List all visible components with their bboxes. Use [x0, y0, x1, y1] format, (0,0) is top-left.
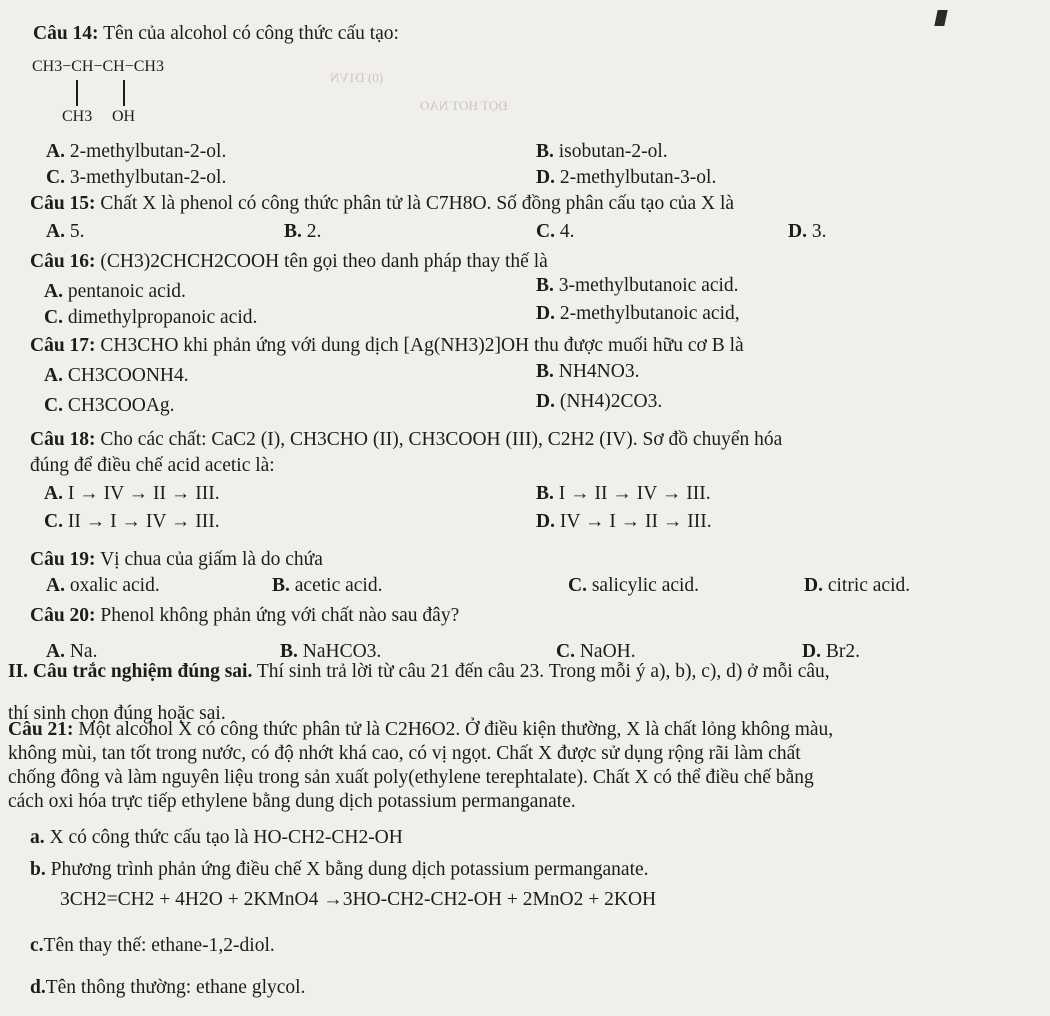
q18-stem: Câu 18: Cho các chất: CaC2 (I), CH3CHO (II), CH3COOH (III), C2H2 (IV). Sơ đồ chuyển hóa: [30, 429, 783, 450]
q15-option-d: D. 3.: [788, 221, 827, 242]
q21-line-4: cách oxi hóa trực tiếp ethylene bằng dung dịch potassium permanganate.: [8, 791, 576, 812]
q17-option-d: D. (NH4)2CO3.: [536, 391, 663, 412]
q19-option-d: D. citric acid.: [804, 575, 911, 596]
bleed-through: (0) D1VN: [330, 70, 384, 85]
q17-option-c: C. CH3COOAg.: [44, 395, 175, 416]
q16-option-a: A. pentanoic acid.: [44, 281, 186, 302]
q19-stem: Câu 19: Vị chua của giấm là do chứa: [30, 549, 323, 570]
q17-option-b: B. NH4NO3.: [536, 361, 640, 382]
q21-item-a: a. X có công thức cấu tạo là HO-CH2-CH2-OH: [30, 827, 403, 848]
structure-methyl: CH3: [62, 108, 93, 125]
section2-heading: II. Câu trắc nghiệm đúng sai. Thí sinh trả lời từ câu 21 đến câu 23. Trong mỗi ý a), b), c), d) ở mỗi câu,: [8, 661, 830, 682]
q21-item-b: b. Phương trình phản ứng điều chế X bằng dung dịch potassium permanganate.: [30, 859, 649, 880]
q14-option-b: B. isobutan-2-ol.: [536, 141, 668, 162]
q14-structure: [32, 58, 262, 128]
q21-equation: 3CH2=CH2 + 4H2O + 2KMnO4 →3HO-CH2-CH2-OH + 2MnO2 + 2KOH: [60, 889, 657, 910]
q21-line-2: không mùi, tan tốt trong nước, có độ nhớt khá cao, có vị ngọt. Chất X được sử dụng rộng rãi làm chất: [8, 743, 801, 764]
q19-option-b: B. acetic acid.: [272, 575, 383, 596]
q17-option-a: A. CH3COONH4.: [44, 365, 189, 386]
structure-main-chain: CH3−CH−CH−CH3: [32, 58, 164, 75]
q14-option-a: A. 2-methylbutan-2-ol.: [46, 141, 227, 162]
q18-option-a: A. I → IV → II → III.: [44, 483, 220, 504]
q19-option-a: A. oxalic acid.: [46, 575, 160, 596]
q21-line-1: Câu 21: Một alcohol X có công thức phân tử là C2H6O2. Ở điều kiện thường, X là chất lỏng không màu,: [8, 719, 834, 740]
q16-option-b: B. 3-methylbutanoic acid.: [536, 275, 739, 296]
q15-option-a: A. 5.: [46, 221, 85, 242]
q21-item-c: c.Tên thay thế: ethane-1,2-diol.: [30, 935, 275, 956]
q14-option-c: C. 3-methylbutan-2-ol.: [46, 167, 227, 188]
bleed-through: ĐỌT HOT NAO: [420, 98, 508, 113]
q19-option-c: C. salicylic acid.: [568, 575, 700, 596]
section2-instruction: thí sinh chọn đúng hoặc sai.: [8, 703, 226, 724]
q20-option-d: D. Br2.: [802, 641, 860, 662]
q20-stem: Câu 20: Phenol không phản ứng với chất nào sau đây?: [30, 605, 460, 626]
q14-stem: Câu 14: Tên của alcohol có công thức cấu tạo:: [33, 23, 399, 44]
q15-stem: Câu 15: Chất X là phenol có công thức phân tử là C7H8O. Số đồng phân cấu tạo của X là: [30, 193, 735, 214]
q17-stem: Câu 17: CH3CHO khi phản ứng với dung dịch [Ag(NH3)2]OH thu được muối hữu cơ B là: [30, 335, 744, 356]
q18-option-b: B. I → II → IV → III.: [536, 483, 711, 504]
q18-option-c: C. II → I → IV → III.: [44, 511, 220, 532]
q16-option-d: D. 2-methylbutanoic acid,: [536, 303, 740, 324]
bond-line: [76, 80, 78, 106]
q16-option-c: C. dimethylpropanoic acid.: [44, 307, 258, 328]
q18-option-d: D. IV → I → II → III.: [536, 511, 712, 532]
q20-option-a: A. Na.: [46, 641, 98, 662]
q20-option-b: B. NaHCO3.: [280, 641, 382, 662]
q20-option-c: C. NaOH.: [556, 641, 636, 662]
q21-line-3: chống đông và làm nguyên liệu trong sản xuất poly(ethylene terephtalate). Chất X có thể điều chế bằng: [8, 767, 814, 788]
bond-line: [123, 80, 125, 106]
q21-item-d: d.Tên thông thường: ethane glycol.: [30, 977, 306, 998]
structure-hydroxyl: OH: [112, 108, 136, 125]
q14-option-d: D. 2-methylbutan-3-ol.: [536, 167, 717, 188]
q15-option-b: B. 2.: [284, 221, 322, 242]
q18-stem-continued: đúng để điều chế acid acetic là:: [30, 455, 275, 476]
q15-option-c: C. 4.: [536, 221, 575, 242]
ink-mark: [934, 10, 947, 26]
q16-stem: Câu 16: (CH3)2CHCH2COOH tên gọi theo danh pháp thay thế là: [30, 251, 548, 272]
